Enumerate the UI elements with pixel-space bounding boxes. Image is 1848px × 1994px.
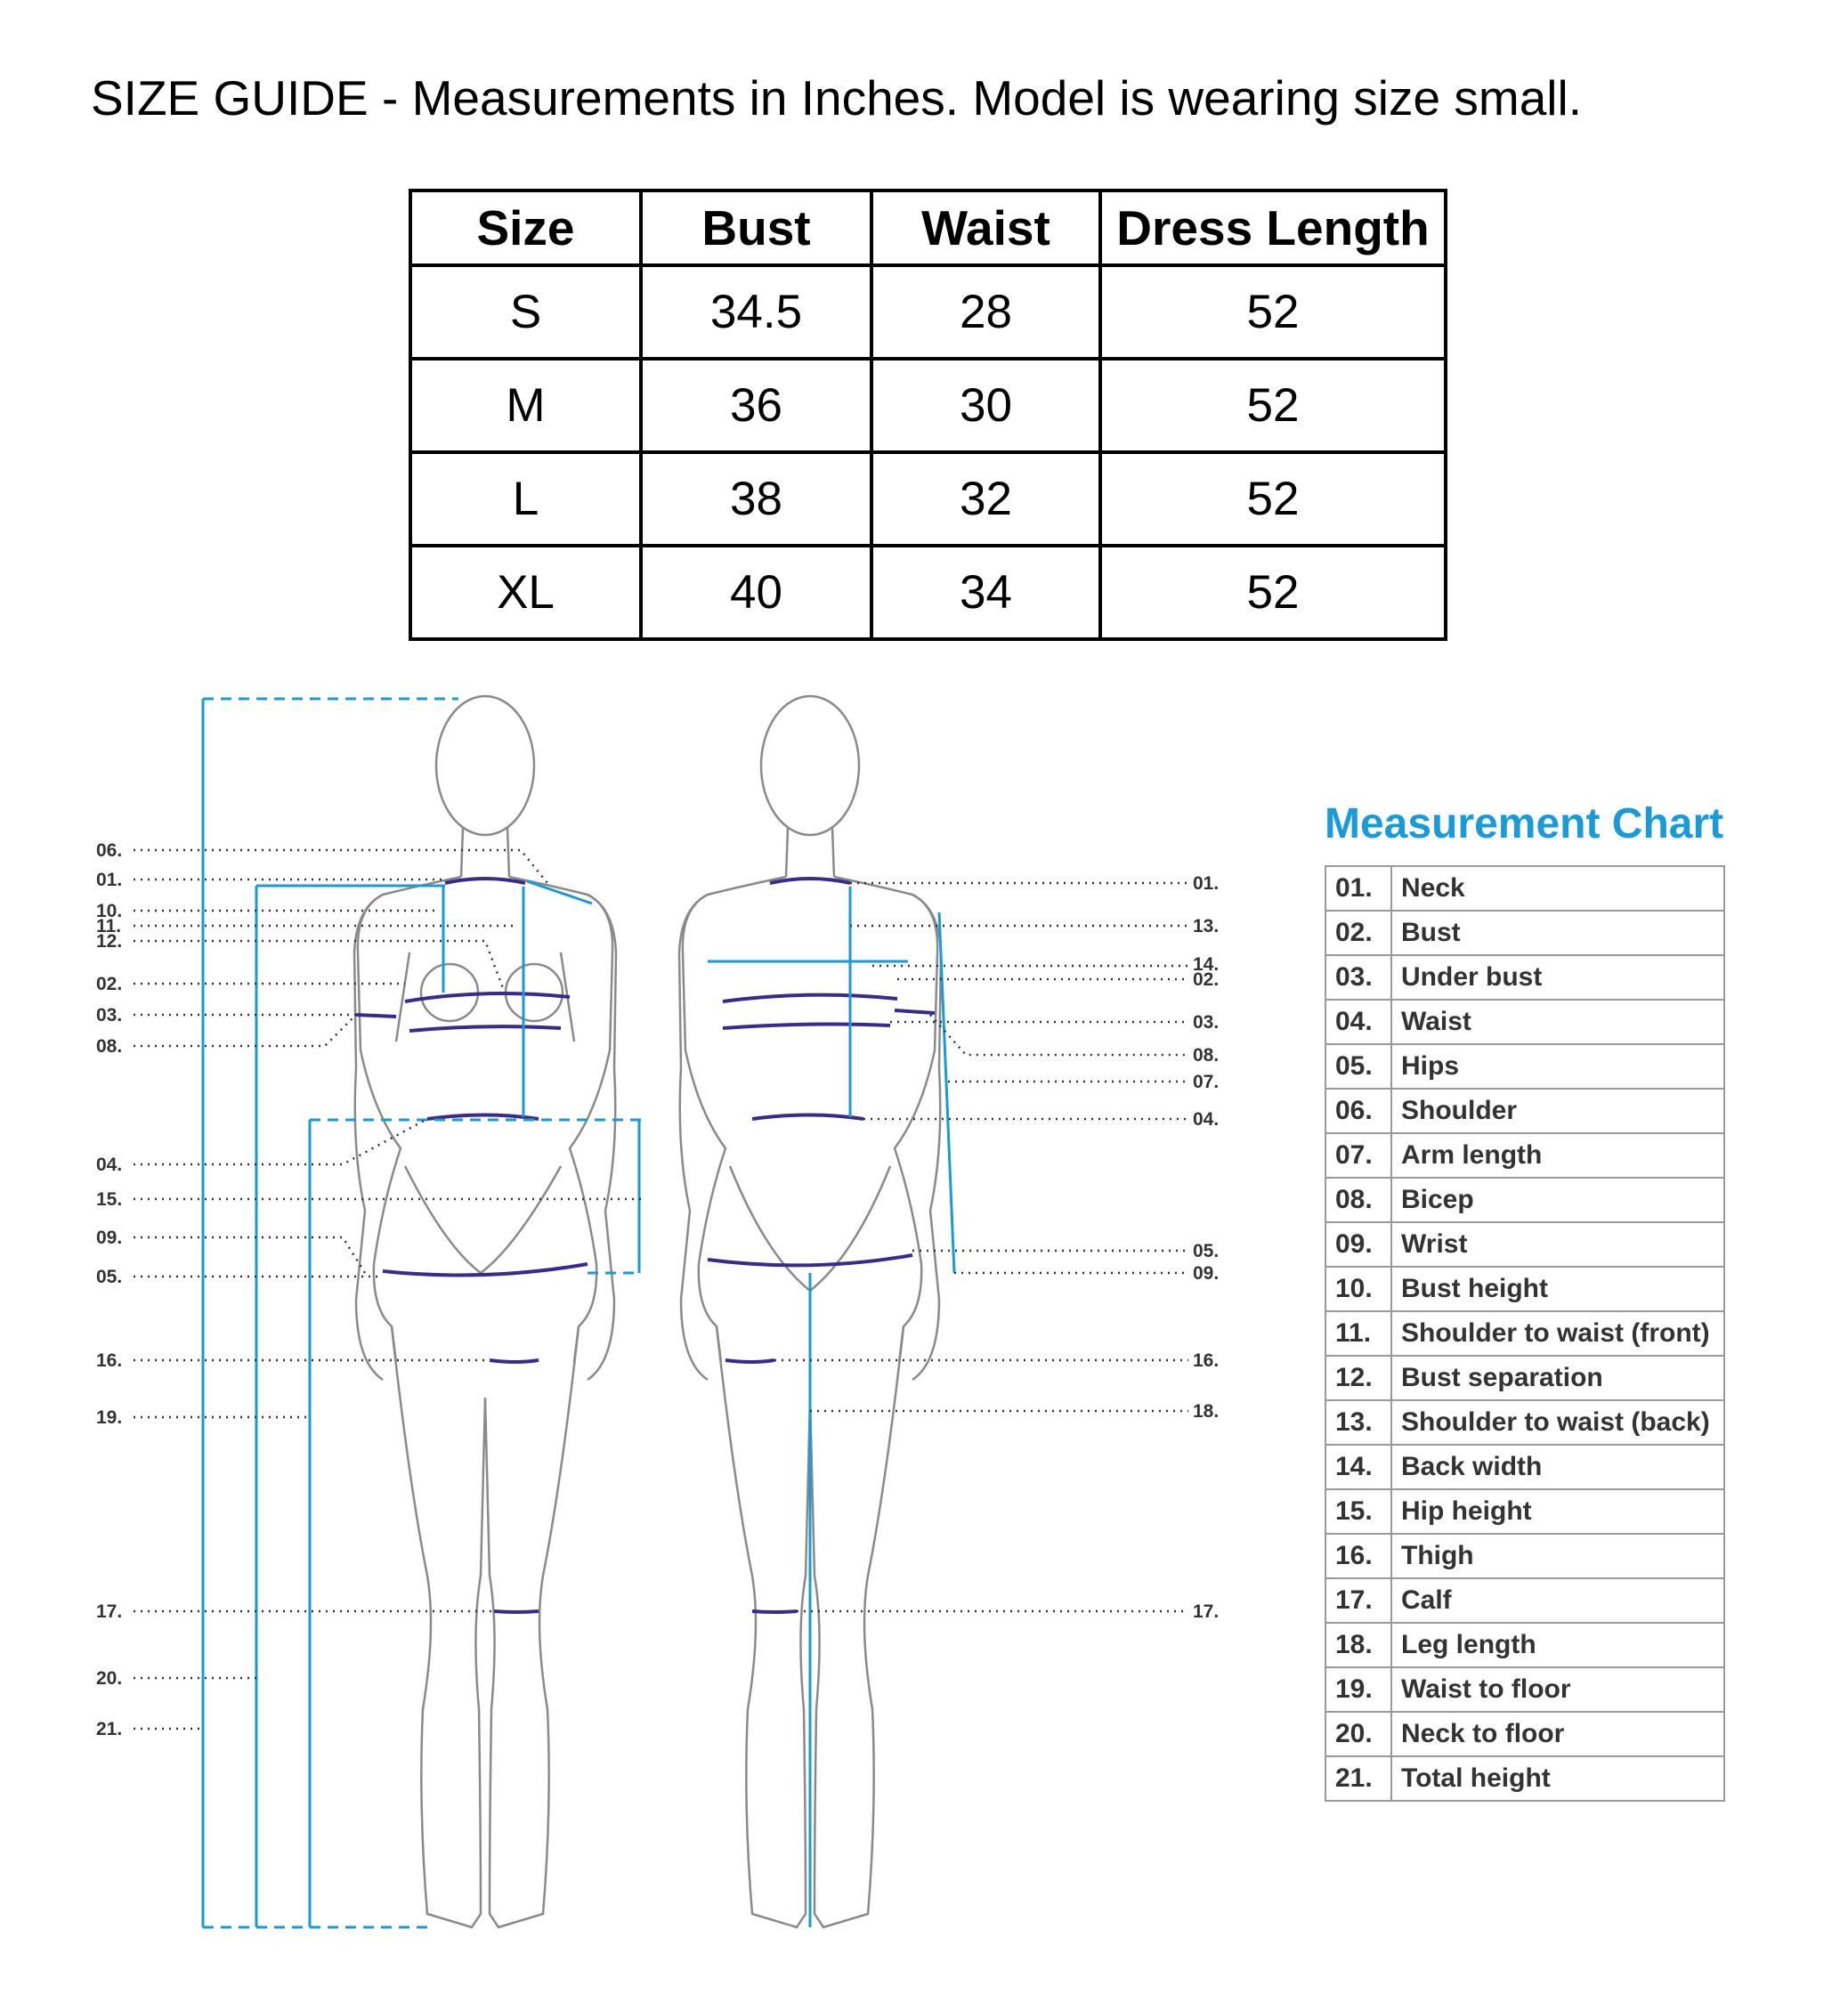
measure-number: 03. [1325, 955, 1391, 1000]
measure-number: 01. [1325, 866, 1391, 911]
list-item [1325, 1623, 1724, 1667]
front-underbust-measure [409, 1026, 561, 1031]
measure-number: 11. [1325, 1311, 1391, 1356]
list-item [1325, 1756, 1724, 1801]
front-calf-measure [494, 1611, 539, 1612]
measure-number: 19. [1325, 1667, 1391, 1712]
measure-label: Bust height [1391, 1267, 1724, 1311]
fig-label-right: 18. [1193, 1401, 1220, 1422]
list-item [1325, 1667, 1724, 1712]
fig-label-left: 04. [96, 1155, 123, 1175]
measure-number: 13. [1325, 1400, 1391, 1445]
list-item [1325, 1267, 1724, 1311]
fig-label-left: 09. [96, 1228, 123, 1248]
fig-label-left: 15. [96, 1189, 123, 1210]
dress-length-cell: 52 [1100, 452, 1446, 546]
size-cell: M [410, 359, 641, 452]
front-neck-measure [445, 879, 525, 883]
measure-label: Bicep [1391, 1178, 1724, 1222]
size-cell: L [410, 452, 641, 546]
measurement-chart-title: Measurement Chart [1325, 800, 1724, 847]
fig-label-right: 14. [1193, 954, 1220, 975]
list-item [1325, 1133, 1724, 1178]
measurement-chart-table [1325, 865, 1725, 1802]
back-calf-measure [752, 1611, 797, 1612]
column-header-dress-length: Dress Length [1100, 190, 1446, 265]
fig-label-left: 21. [96, 1719, 123, 1739]
measure-label: Thigh [1391, 1534, 1724, 1578]
list-item [1325, 1178, 1724, 1222]
back-neck-measure [770, 879, 850, 883]
page-title: SIZE GUIDE - Measurements in Inches. Model is wearing size small. [91, 70, 1583, 126]
measure-label: Under bust [1391, 955, 1724, 1000]
measure-label: Calf [1391, 1578, 1724, 1623]
size-cell: XL [410, 546, 641, 639]
back-seat [730, 1166, 890, 1291]
measure-label: Shoulder to waist (front) [1391, 1311, 1724, 1356]
measure-label: Waist [1391, 1000, 1724, 1044]
table-row [410, 452, 1446, 546]
fig-label-left: 10. [96, 901, 123, 921]
measure-number: 20. [1325, 1712, 1391, 1756]
measure-number: 08. [1325, 1178, 1391, 1222]
fig-label-left: 02. [96, 974, 123, 994]
front-bust-left [421, 964, 478, 1021]
measure-label: Back width [1391, 1445, 1724, 1489]
bust-cell: 40 [641, 546, 871, 639]
measure-label: Bust separation [1391, 1356, 1724, 1400]
measure-label: Hip height [1391, 1489, 1724, 1534]
fig-label-right: 07. [1193, 1072, 1220, 1092]
measure-number: 12. [1325, 1356, 1391, 1400]
front-torso [358, 877, 612, 1362]
table-row [410, 546, 1446, 639]
back-hip-measure [708, 1255, 912, 1265]
measure-label: Leg length [1391, 1623, 1724, 1667]
fig-label-right: 16. [1193, 1350, 1220, 1371]
measure-label: Neck to floor [1391, 1712, 1724, 1756]
back-bicep-measure [895, 1010, 935, 1013]
front-waist-measure [427, 1115, 539, 1120]
column-header-size: Size [410, 190, 641, 265]
measure-label: Neck [1391, 866, 1724, 911]
back-head [761, 696, 859, 835]
list-item [1325, 1311, 1724, 1356]
measure-number: 02. [1325, 911, 1391, 955]
measure-label: Total height [1391, 1756, 1724, 1801]
fig-label-left: 11. [96, 916, 122, 936]
table-row [410, 359, 1446, 452]
waist-cell: 34 [871, 546, 1100, 639]
column-header-waist: Waist [871, 190, 1100, 265]
waist-cell: 32 [871, 452, 1100, 546]
waist-cell: 30 [871, 359, 1100, 452]
column-header-bust: Bust [641, 190, 871, 265]
bust-cell: 34.5 [641, 265, 871, 359]
measure-label: Hips [1391, 1044, 1724, 1089]
fig-label-left: 16. [96, 1350, 123, 1371]
front-left-arm [354, 895, 409, 1380]
front-legs [392, 1326, 579, 1927]
measure-number: 05. [1325, 1044, 1391, 1089]
measure-number: 04. [1325, 1000, 1391, 1044]
dress-length-cell: 52 [1100, 546, 1446, 639]
waist-cell: 28 [871, 265, 1100, 359]
leader-left-09 [134, 1237, 365, 1273]
measure-number: 14. [1325, 1445, 1391, 1489]
fig-label-left: 05. [96, 1267, 123, 1287]
fig-label-right: 02. [1193, 969, 1220, 990]
measure-label: Shoulder [1391, 1089, 1724, 1133]
measure-number: 10. [1325, 1267, 1391, 1311]
back-underbust-measure [723, 1025, 890, 1028]
list-item [1325, 955, 1724, 1000]
list-item [1325, 1489, 1724, 1534]
list-item [1325, 1712, 1724, 1756]
measure-label: Arm length [1391, 1133, 1724, 1178]
measure-number: 07. [1325, 1133, 1391, 1178]
figure-labels [96, 840, 1219, 1739]
leader-left-08 [134, 1015, 356, 1046]
front-bicep-measure [356, 1015, 396, 1017]
bust-cell: 38 [641, 452, 871, 546]
measure-label: Bust [1391, 911, 1724, 955]
fig-label-left: 06. [96, 840, 123, 861]
fig-label-right: 08. [1193, 1045, 1220, 1066]
fig-label-left: 12. [96, 931, 123, 952]
list-item [1325, 1534, 1724, 1578]
measure-number: 16. [1325, 1534, 1391, 1578]
size-cell: S [410, 265, 641, 359]
fig-label-right: 13. [1193, 916, 1220, 936]
body-measurement-figure [89, 685, 1246, 1958]
measure-label: Wrist [1391, 1222, 1724, 1267]
list-item [1325, 1578, 1724, 1623]
measure-label: Waist to floor [1391, 1667, 1724, 1712]
front-bust-measure [405, 993, 570, 1001]
measure-number: 17. [1325, 1578, 1391, 1623]
measure-number: 18. [1325, 1623, 1391, 1667]
fig-label-left: 03. [96, 1005, 123, 1025]
measure-number: 21. [1325, 1756, 1391, 1801]
fig-label-left: 20. [96, 1668, 123, 1689]
dress-length-cell: 52 [1100, 359, 1446, 452]
size-table-header-row [410, 190, 1446, 265]
fig-label-right: 01. [1193, 873, 1220, 894]
back-waist-measure [752, 1115, 863, 1120]
measure-label: Shoulder to waist (back) [1391, 1400, 1724, 1445]
list-item [1325, 1445, 1724, 1489]
list-item [1325, 1222, 1724, 1267]
list-item [1325, 1044, 1724, 1089]
measure-number: 06. [1325, 1089, 1391, 1133]
fig-label-left: 19. [96, 1407, 123, 1428]
back-bust-measure [723, 995, 897, 1001]
size-table [409, 189, 1447, 641]
fig-label-right: 04. [1193, 1109, 1220, 1130]
fig-label-left: 17. [96, 1601, 123, 1622]
fig-label-left: 08. [96, 1036, 123, 1057]
front-pelvis [405, 1166, 561, 1273]
fig-label-right: 05. [1193, 1241, 1220, 1261]
list-item [1325, 911, 1724, 955]
list-item [1325, 1400, 1724, 1445]
leader-lines [134, 850, 1188, 1729]
list-item [1325, 866, 1724, 911]
list-item [1325, 1000, 1724, 1044]
dress-length-cell: 52 [1100, 265, 1446, 359]
front-head [436, 696, 534, 835]
fig-label-left: 01. [96, 870, 123, 890]
leader-left-04 [134, 1119, 427, 1164]
measure-number: 09. [1325, 1222, 1391, 1267]
front-mannequin-outline [354, 696, 616, 1927]
back-thigh-measure [725, 1360, 774, 1362]
list-item [1325, 1356, 1724, 1400]
fig-label-right: 09. [1193, 1263, 1220, 1284]
fig-label-right: 17. [1193, 1601, 1220, 1622]
bust-cell: 36 [641, 359, 871, 452]
list-item [1325, 1089, 1724, 1133]
front-right-arm [561, 895, 616, 1380]
table-row [410, 265, 1446, 359]
measure-number: 15. [1325, 1489, 1391, 1534]
front-thigh-measure [490, 1360, 539, 1362]
fig-label-right: 03. [1193, 1012, 1220, 1033]
